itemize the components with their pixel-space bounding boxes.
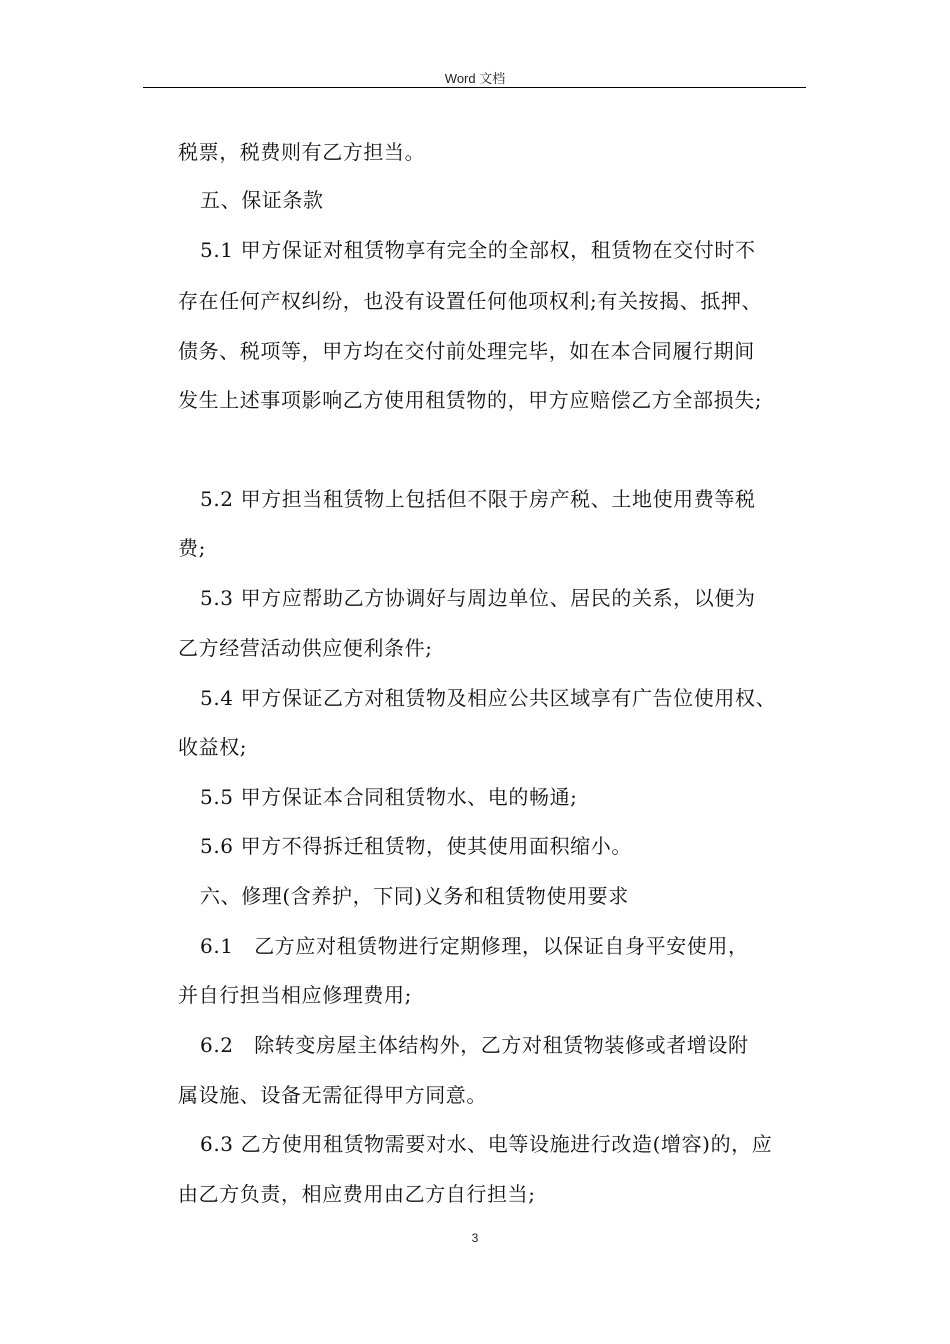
body-line: 5.3 甲方应帮助乙方协调好与周边单位、居民的关系，以便为 (200, 586, 756, 610)
body-line: 5.6 甲方不得拆迁租赁物，使其使用面积缩小。 (200, 834, 632, 858)
body-line: 6.2 除转变房屋主体结构外，乙方对租赁物装修或者增设附 (200, 1033, 749, 1057)
body-line: 属设施、设备无需征得甲方同意。 (178, 1083, 487, 1107)
header-divider (143, 87, 806, 88)
page-number: 3 (471, 1231, 479, 1245)
body-line: 6.3 乙方使用租赁物需要对水、电等设施进行改造(增容)的，应 (200, 1132, 773, 1156)
header-title: Word 文档 (444, 71, 506, 86)
body-line: 并自行担当相应修理费用; (178, 983, 412, 1007)
body-line: 5.1 甲方保证对租赁物享有完全的全部权，租赁物在交付时不 (200, 238, 756, 262)
body-line: 乙方经营活动供应便利条件; (178, 636, 433, 660)
body-line: 收益权; (178, 735, 248, 759)
body-line: 发生上述事项影响乙方使用租赁物的，甲方应赔偿乙方全部损失; (178, 388, 763, 412)
body-line: 由乙方负责，相应费用由乙方自行担当; (178, 1182, 536, 1206)
section-heading: 六、修理(含养护，下同)义务和租赁物使用要求 (200, 884, 629, 908)
body-line: 6.1 乙方应对租赁物进行定期修理，以保证自身平安使用， (200, 934, 749, 958)
body-line: 费; (178, 536, 206, 560)
body-line: 5.2 甲方担当租赁物上包括但不限于房产税、土地使用费等税 (200, 487, 756, 511)
body-line: 存在任何产权纠纷，也没有设置任何他项权利;有关按揭、抵押、 (178, 289, 763, 313)
body-line: 税票，税费则有乙方担当。 (178, 140, 426, 164)
section-heading: 五、保证条款 (200, 188, 324, 212)
body-line: 债务、税项等，甲方均在交付前处理完毕，如在本合同履行期间 (178, 339, 755, 363)
body-line: 5.4 甲方保证乙方对租赁物及相应公共区域享有广告位使用权、 (200, 686, 777, 710)
body-line: 5.5 甲方保证本合同租赁物水、电的畅通; (200, 785, 578, 809)
